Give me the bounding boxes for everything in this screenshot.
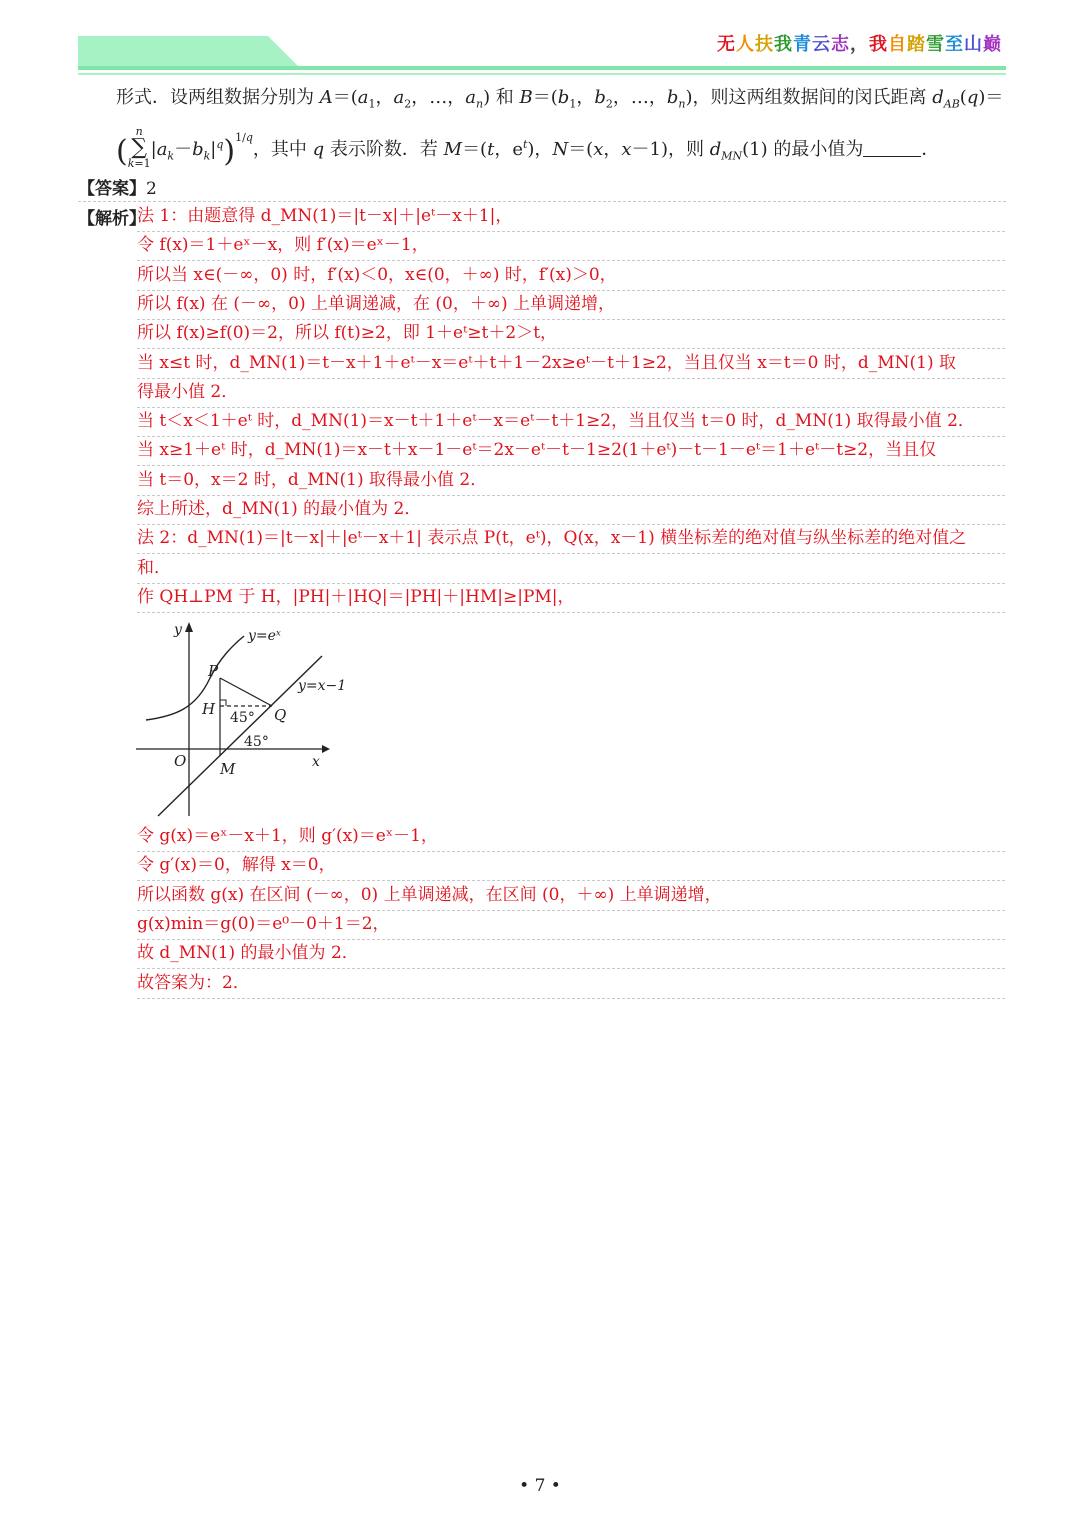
solution-line: 令 g′(x)＝0，解得 x＝0， [137, 851, 1005, 881]
label-p: P [208, 662, 219, 680]
solution-line: g(x)min＝g(0)＝e⁰－0＋1＝2， [137, 910, 1005, 940]
label-o: O [174, 752, 187, 770]
slogan-char: 扶 [755, 34, 774, 55]
solution-line: 得最小值 2． [137, 378, 1005, 408]
slogan-char: 我 [774, 34, 793, 55]
solution-line: 当 x≥1＋eᵗ 时，d_MN(1)＝x－t＋x－1－eᵗ＝2x－eᵗ－t－1≥2(1＋eᵗ)－t－1－eᵗ＝1＋eᵗ－t≥2，当且仅 [137, 436, 1005, 466]
label-m: M [220, 760, 236, 778]
slogan-char: ， [850, 34, 869, 55]
solution-line: 令 g(x)＝eˣ－x＋1，则 g′(x)＝eˣ－1， [137, 822, 1005, 852]
slogan-char: 巅 [983, 34, 1002, 55]
solution-line: 所以函数 g(x) 在区间 (－∞，0) 上单调递减，在区间 (0，＋∞) 上单调递增， [137, 881, 1005, 911]
header-tab [78, 36, 300, 68]
right-angle-mark [220, 700, 226, 706]
x-axis-arrow [322, 745, 330, 753]
slogan-char: 山 [964, 34, 983, 55]
label-angle-2: 45° [244, 734, 269, 750]
solution-line: 综上所述，d_MN(1) 的最小值为 2． [137, 495, 1005, 525]
header-slogan [717, 30, 1002, 56]
solution-line: 令 f(x)＝1＋eˣ－x，则 f′(x)＝eˣ－1， [137, 231, 1005, 261]
slogan-char: 踏 [907, 34, 926, 55]
slogan-char: 无 [717, 34, 736, 55]
solution-line: 所以 f(x) 在 (－∞，0) 上单调递减，在 (0，＋∞) 上单调递增， [137, 290, 1005, 320]
slogan-char: 青 [793, 34, 812, 55]
geometry-figure [136, 616, 366, 821]
header-rule-thin [78, 73, 1006, 75]
label-h: H [202, 700, 216, 718]
solution-line: 当 t＝0，x＝2 时，d_MN(1) 取得最小值 2． [137, 466, 1005, 496]
solution-line: 故 d_MN(1) 的最小值为 2． [137, 939, 1005, 969]
analysis-label: 【解析】 [78, 209, 146, 229]
solution-line: 作 QH⊥PM 于 H，|PH|＋|HQ|＝|PH|＋|HM|≥|PM|， [137, 583, 1005, 613]
answer-blank [863, 138, 921, 157]
label-q: Q [274, 706, 287, 724]
analysis-tag [78, 204, 146, 229]
label-curve: y=eˣ [248, 628, 281, 644]
slogan-char: 我 [869, 34, 888, 55]
solution-line: 故答案为：2． [137, 969, 1005, 999]
solution-line: 和． [137, 554, 1005, 584]
problem-line-2: (n ∑ $k=1|a_k-b_k|^q)^{1/q}$，其中 q 表示阶数．若 M＝(t，$e^t$)，N＝(x，x－1)，则 $d_{MN}(1)$ 的最小值为 ． [116, 125, 940, 170]
slogan-char: 人 [736, 34, 755, 55]
page-number: • 7 • [519, 1476, 561, 1496]
answer-tag [78, 174, 157, 199]
label-line: y=x−1 [298, 678, 347, 694]
solution-line: 当 x≤t 时，d_MN(1)＝t－x＋1＋eᵗ－x＝eᵗ＋t＋1－2x≥eᵗ－t＋1≥2，当且仅当 x＝t＝0 时，d_MN(1) 取 [137, 349, 1005, 379]
solution-line: 当 t＜x＜1＋eᵗ 时，d_MN(1)＝x－t＋1＋eᵗ－x＝eᵗ－t＋1≥2，当且仅当 t＝0 时，d_MN(1) 取得最小值 2． [137, 407, 1005, 437]
problem-line-1: 形式．设两组数据分别为 $A=(a_1$，$a_2$，…，$a_n$) 和 $B=(b_1$，$b_2$，…，$b_n$)，则这两组数据间的闵氏距离 $d_{AB}(q)=$ [116, 87, 1004, 111]
header-rule [78, 66, 1006, 70]
solution-line: 所以当 x∈(－∞，0) 时，f′(x)＜0，x∈(0，＋∞) 时，f′(x)＞0， [137, 261, 1005, 291]
pq-segment [220, 678, 272, 706]
answer-value: 2 [146, 179, 157, 199]
label-x: x [312, 754, 320, 770]
answer-label: 【答案】 [78, 179, 146, 199]
exp-curve [146, 636, 244, 720]
slogan-char: 志 [831, 34, 850, 55]
slogan-char: 至 [945, 34, 964, 55]
slogan-char: 云 [812, 34, 831, 55]
slogan-char: 自 [888, 34, 907, 55]
y-axis-arrow [185, 622, 193, 632]
slogan-char: 雪 [926, 34, 945, 55]
label-y: y [174, 622, 182, 638]
solution-line: 法 1：由题意得 d_MN(1)＝|t－x|＋|eᵗ－x＋1|， [137, 202, 1005, 232]
solution-line: 所以 f(x)≥f(0)＝2，所以 f(t)≥2，即 1＋eᵗ≥t＋2＞t， [137, 319, 1005, 349]
label-angle-1: 45° [230, 710, 255, 726]
solution-line: 法 2：d_MN(1)＝|t－x|＋|eᵗ－x＋1| 表示点 P(t，eᵗ)，Q(x，x－1) 横坐标差的绝对值与纵坐标差的绝对值之 [137, 524, 1005, 554]
